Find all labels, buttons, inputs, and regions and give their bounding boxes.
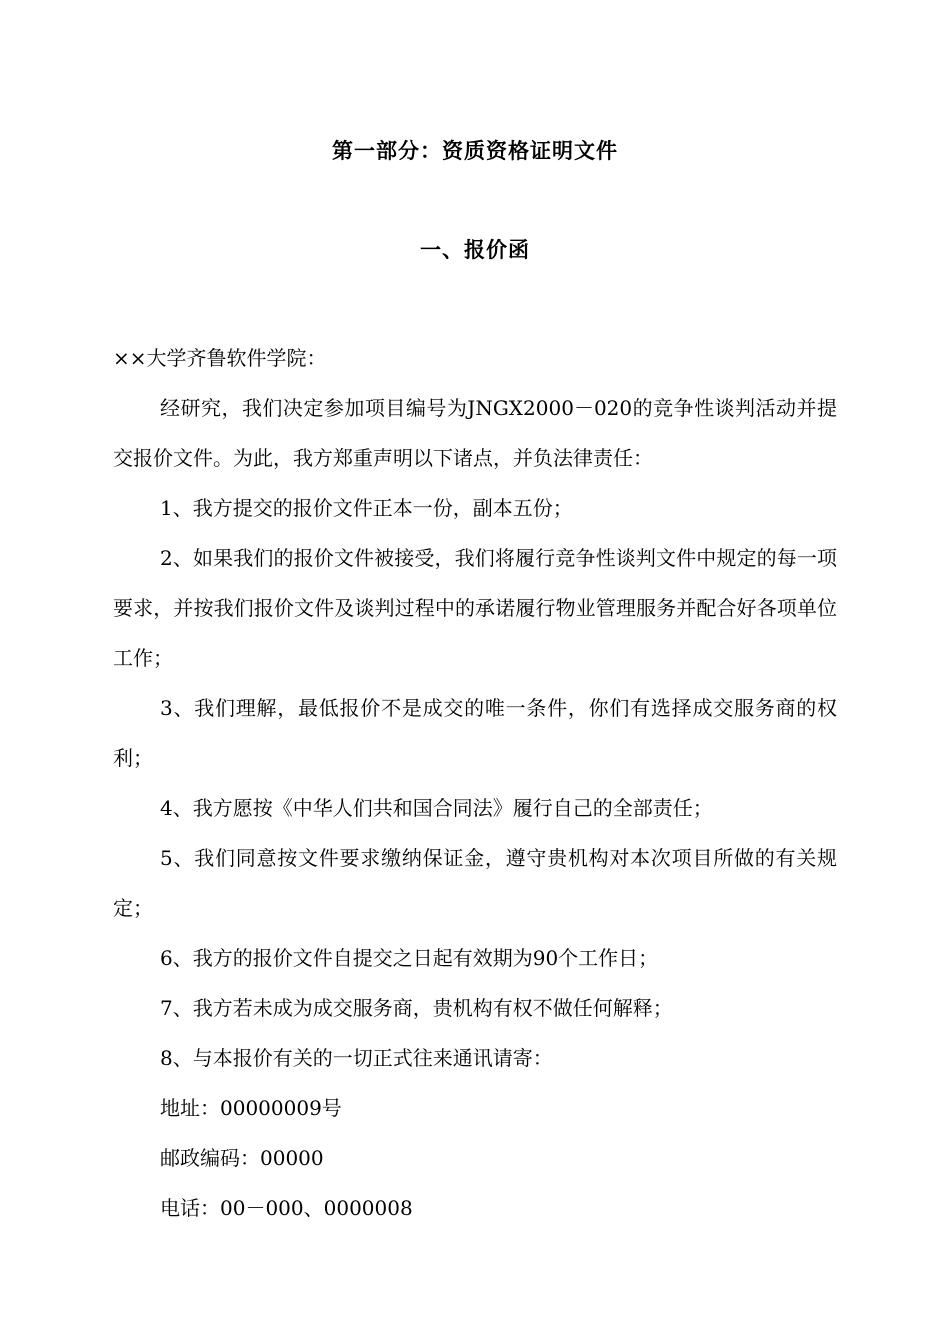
salutation: ××大学齐鲁软件学院：	[113, 346, 327, 370]
list-item: 8、与本报价有关的一切正式往来通讯请寄：	[160, 1046, 553, 1070]
list-item: 1、我方提交的报价文件正本一份，副本五份；	[160, 496, 573, 520]
document-body	[113, 333, 837, 1233]
list-item: 2、如果我们的报价文件被接受，我们将履行竞争性谈判文件中规定的每一项要求，并按我们报价文件及谈判过程中的承诺履行物业管理服务并配合好各项单位工作；	[113, 546, 837, 670]
list-item: 7、我方若未成为成交服务商，贵机构有权不做任何解释；	[160, 996, 673, 1020]
address-line: 地址：00000009号	[160, 1096, 342, 1120]
part-title: 第一部分：资质资格证明文件	[332, 138, 618, 163]
phone-line: 电话：00－000、0000008	[160, 1196, 413, 1220]
section-title: 一、报价函	[420, 237, 530, 262]
intro-paragraph: 经研究，我们决定参加项目编号为JNGX2000－020的竞争性谈判活动并提交报价文件。为此，我方郑重声明以下诸点，并负法律责任：	[113, 396, 837, 470]
postal-code-line: 邮政编码：00000	[160, 1146, 324, 1170]
list-item: 5、我们同意按文件要求缴纳保证金，遵守贵机构对本次项目所做的有关规定；	[113, 846, 837, 920]
list-item: 6、我方的报价文件自提交之日起有效期为90个工作日；	[160, 946, 659, 970]
list-item: 3、我们理解，最低报价不是成交的唯一条件，你们有选择成交服务商的权利；	[113, 696, 837, 770]
list-item: 4、我方愿按《中华人们共和国合同法》履行自己的全部责任；	[160, 796, 713, 820]
